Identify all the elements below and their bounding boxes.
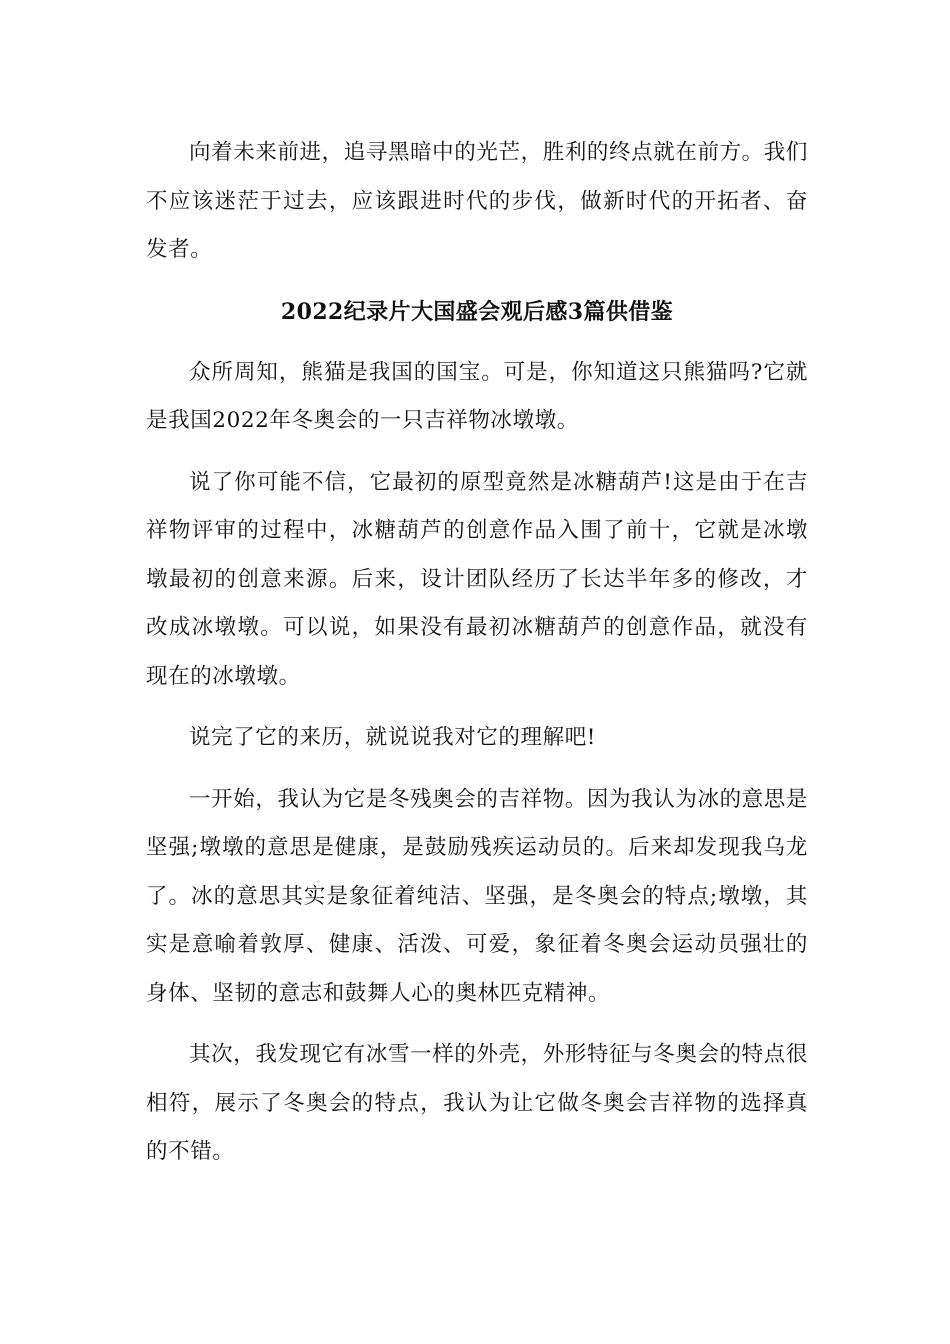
paragraph-5: 其次，我发现它有冰雪一样的外壳，外形特征与冬奥会的特点很相符，展示了冬奥会的特点，我认为让它做冬奥会吉祥物的选择真的不错。 [146,1042,808,1164]
paragraph-3: 说完了它的来历，就说说我对它的理解吧! [189,725,597,750]
paragraph-4: 一开始，我认为它是冬残奥会的吉祥物。因为我认为冰的意思是坚强;墩墩的意思是健康，是鼓励残疾运动员的。后来却发现我乌龙了。冰的意思其实是象征着纯洁、坚强，是冬奥会的特点;墩墩，其实是意喻着敦厚、健康、活泼、可爱，象征着冬奥会运动员强壮的身体、坚韧的意志和鼓舞人心的奥林匹克精神。 [146,786,808,1006]
document-title: 2022纪录片大国盛会观后感3篇供借鉴 [280,298,674,325]
paragraph-1: 众所周知，熊猫是我国的国宝。可是，你知道这只熊猫吗?它就是我国2022年冬奥会的一只吉祥物冰墩墩。 [146,359,808,433]
paragraph-2: 说了你可能不信，它最初的原型竟然是冰糖葫芦!这是由于在吉祥物评审的过程中，冰糖葫芦的创意作品入围了前十，它就是冰墩墩最初的创意来源。后来，设计团队经历了长达半年多的修改，才改成冰墩墩。可以说，如果没有最初冰糖葫芦的创意作品，就没有现在的冰墩墩。 [146,469,808,689]
document-body [146,129,808,1190]
paragraph-intro: 向着未来前进，追寻黑暗中的光芒，胜利的终点就在前方。我们不应该迷茫于过去，应该跟进时代的步伐，做新时代的开拓者、奋发者。 [146,140,808,262]
